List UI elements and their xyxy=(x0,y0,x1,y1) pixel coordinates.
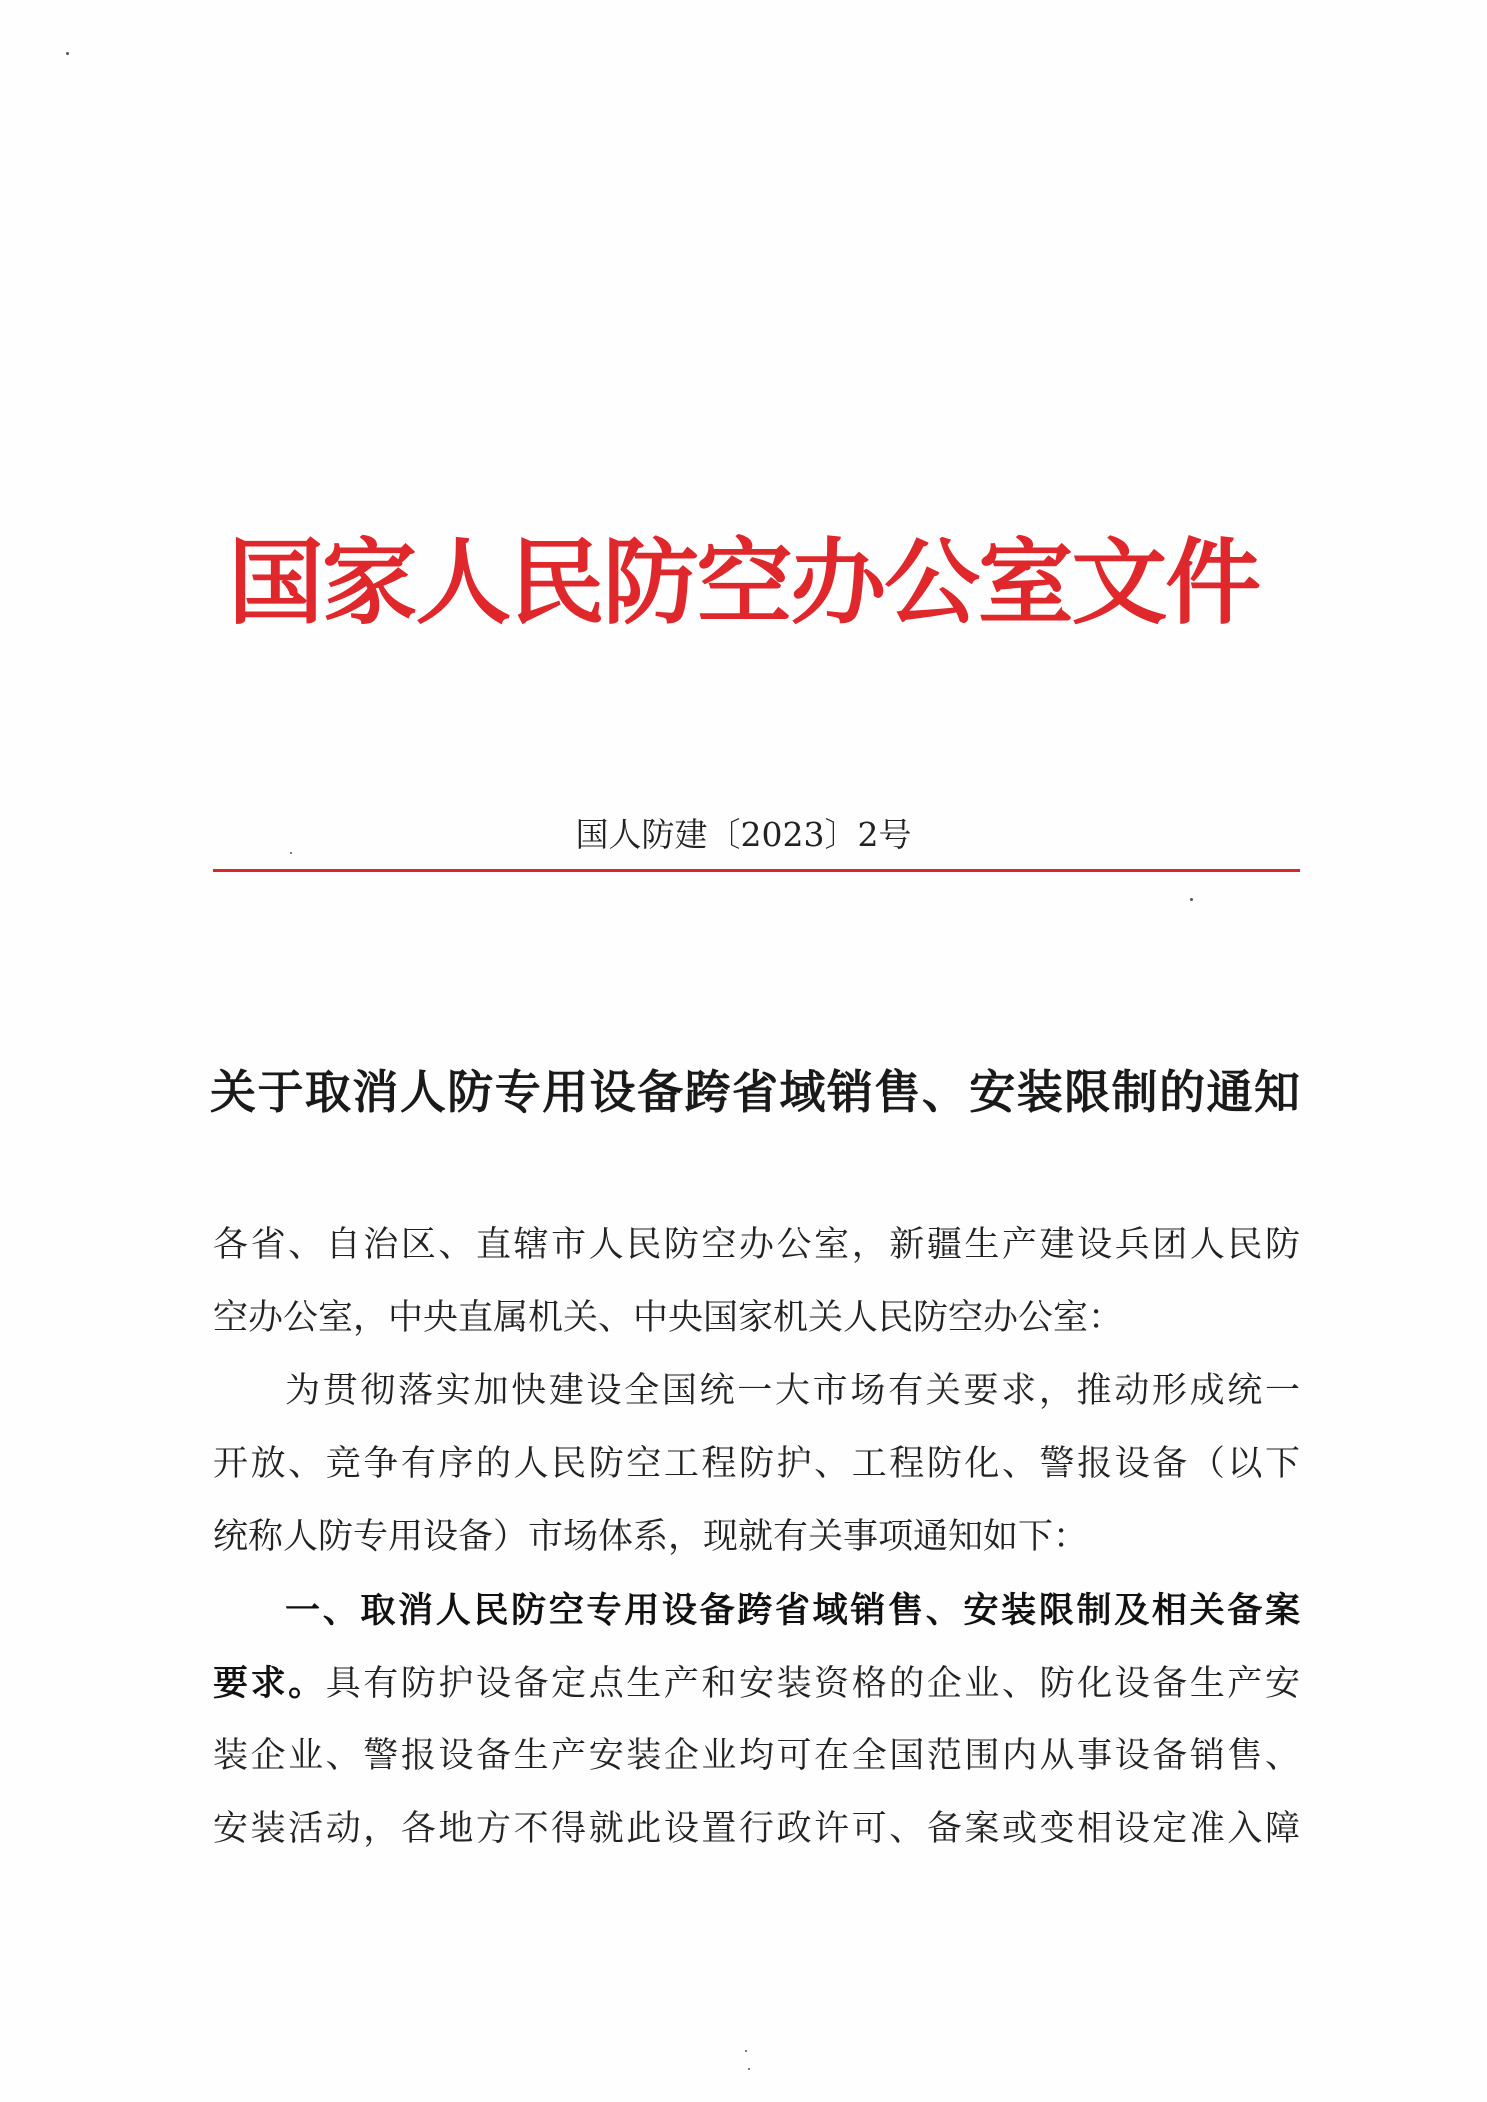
section-text: 具有防护设备定点生产和安装资格的企业、防化设备生产安 xyxy=(325,1664,1300,1704)
section-heading: 一、取消人民防空专用设备跨省域销售、安装限制及相关备案 xyxy=(285,1590,1300,1631)
notice-body xyxy=(213,1209,1300,1866)
document-header-title: 国家人民防空办公室文件 xyxy=(227,528,1260,637)
section-paragraph-line xyxy=(213,1647,1300,1720)
notice-title: 关于取消人防专用设备跨省域销售、安装限制的通知 xyxy=(210,1065,1300,1119)
intro-paragraph-line: 为贯彻落实加快建设全国统一大市场有关要求，推动形成统一 xyxy=(285,1371,1300,1411)
scan-speck xyxy=(748,2068,750,2070)
addressee-line: 各省、自治区、直辖市人民防空办公室，新疆生产建设兵团人民防 xyxy=(213,1225,1300,1265)
scan-speck xyxy=(1190,898,1193,901)
intro-paragraph-line: 开放、竞争有序的人民防空工程防护、工程防化、警报设备（以下 xyxy=(213,1444,1300,1484)
addressee-line: 空办公室，中央直属机关、中央国家机关人民防空办公室： xyxy=(213,1298,1124,1338)
section-paragraph-line: 装企业、警报设备生产安装企业均可在全国范围内从事设备销售、 xyxy=(213,1736,1300,1776)
section-heading-tail: 要求。 xyxy=(213,1663,326,1704)
scan-speck xyxy=(66,52,69,55)
section-paragraph-line: 安装活动，各地方不得就此设置行政许可、备案或变相设定准入障 xyxy=(213,1809,1300,1849)
document-number: 国人防建〔2023〕2号 xyxy=(575,815,912,854)
scan-speck xyxy=(745,2050,747,2052)
intro-paragraph-line: 统称人防专用设备）市场体系，现就有关事项通知如下： xyxy=(213,1517,1089,1557)
header-red-rule xyxy=(213,869,1300,872)
